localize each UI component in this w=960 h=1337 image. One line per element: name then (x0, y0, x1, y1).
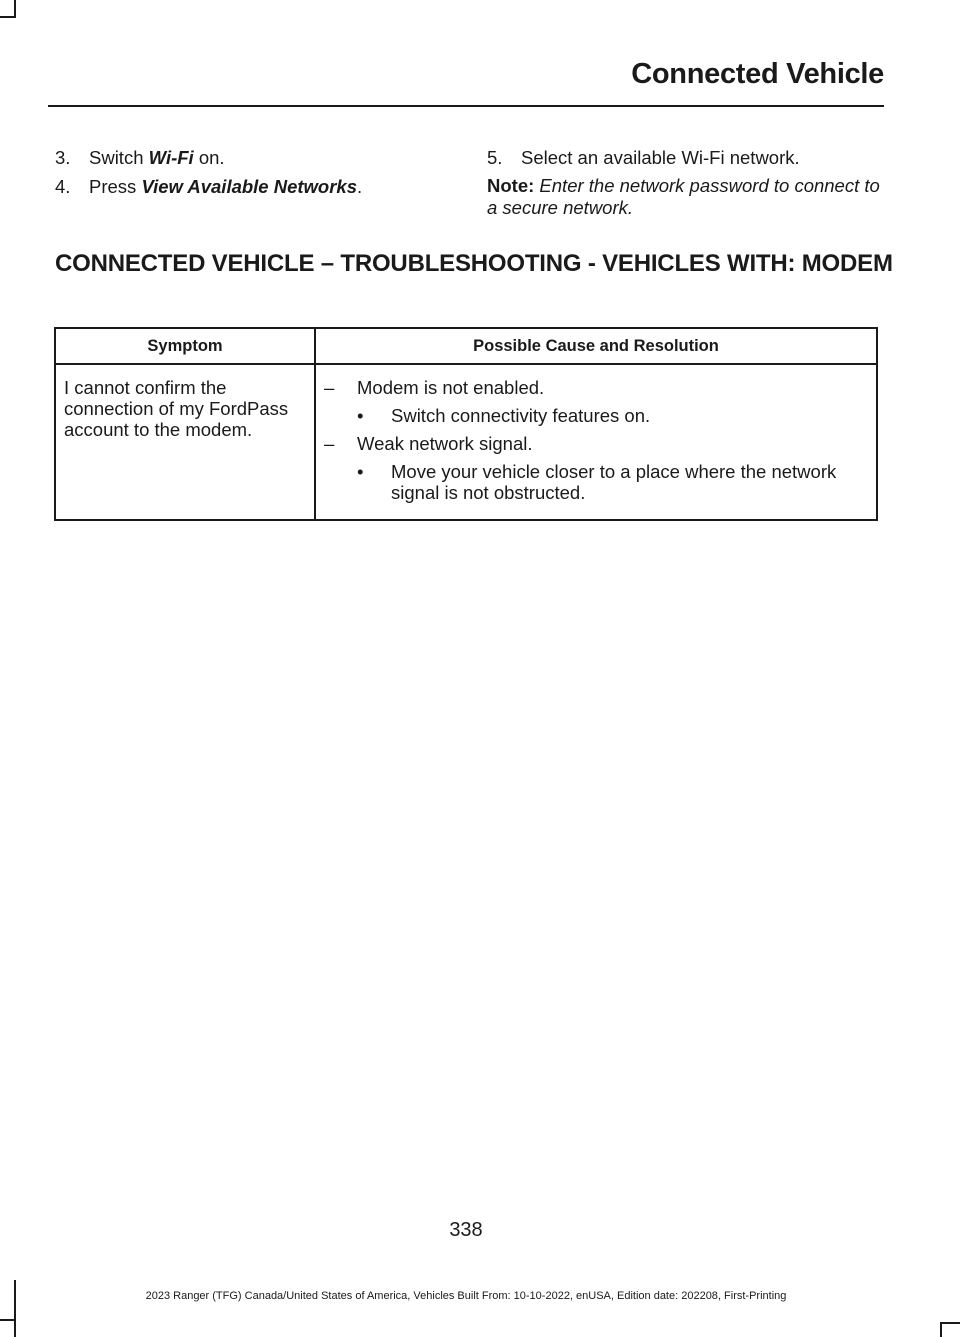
step-item (487, 146, 887, 170)
steps-left-column (55, 146, 445, 204)
crop-mark (0, 16, 16, 18)
page-number: 338 (449, 1219, 483, 1241)
step-item (55, 146, 445, 170)
table-header-row (55, 328, 877, 364)
cause-text: Weak network signal. (357, 433, 533, 454)
header-divider (48, 105, 884, 107)
step-number: 3. (55, 147, 71, 168)
cause-item (324, 433, 868, 454)
footer-text: 2023 Ranger (TFG) Canada/United States of America, Vehicles Built From: 10-10-2022, enUSA, Edition date: 202208, First-Printing (145, 1290, 787, 1302)
section-heading: CONNECTED VEHICLE – TROUBLESHOOTING - VEHICLES WITH: MODEM (55, 250, 893, 277)
resolution-text: Switch connectivity features on. (391, 405, 651, 426)
crop-mark (14, 1280, 16, 1337)
page-title: Connected Vehicle (631, 58, 884, 90)
step-text-prefix: Press (89, 176, 142, 197)
step-number: 4. (55, 176, 71, 197)
symptom-cell: I cannot confirm the connection of my FordPass account to the modem. (55, 364, 315, 520)
resolution-text: Move your vehicle closer to a place where the network signal is not obstructed. (391, 461, 837, 503)
troubleshooting-table (54, 327, 878, 521)
step-emphasis: View Available Networks (141, 176, 358, 197)
step-item (55, 175, 445, 199)
step-text-suffix: on. (193, 147, 225, 168)
crop-mark (0, 1319, 16, 1321)
crop-mark (940, 1322, 942, 1337)
cause-cell (315, 364, 877, 520)
step-text-suffix: . (357, 176, 363, 197)
note (487, 175, 887, 219)
bullet-marker: • (357, 405, 364, 426)
bullet-marker: • (357, 461, 364, 482)
note-text: Enter the network password to connect to a secure network. (487, 175, 880, 218)
step-number: 5. (487, 147, 503, 168)
resolution-item (324, 405, 868, 426)
step-text (89, 175, 362, 199)
table-row (55, 364, 877, 520)
step-text-prefix: Switch (89, 147, 149, 168)
step-text: Select an available Wi-Fi network. (521, 147, 800, 168)
step-text (89, 146, 225, 170)
steps-right-column (487, 146, 887, 219)
column-header-cause: Possible Cause and Resolution (315, 328, 877, 364)
crop-mark (940, 1322, 960, 1324)
cause-item (324, 377, 868, 398)
column-header-symptom: Symptom (55, 328, 315, 364)
cause-text: Modem is not enabled. (357, 377, 545, 398)
step-emphasis: Wi-Fi (148, 147, 194, 168)
note-label: Note: (487, 175, 535, 196)
dash-marker: – (324, 377, 335, 398)
dash-marker: – (324, 433, 335, 454)
resolution-item (324, 461, 868, 503)
